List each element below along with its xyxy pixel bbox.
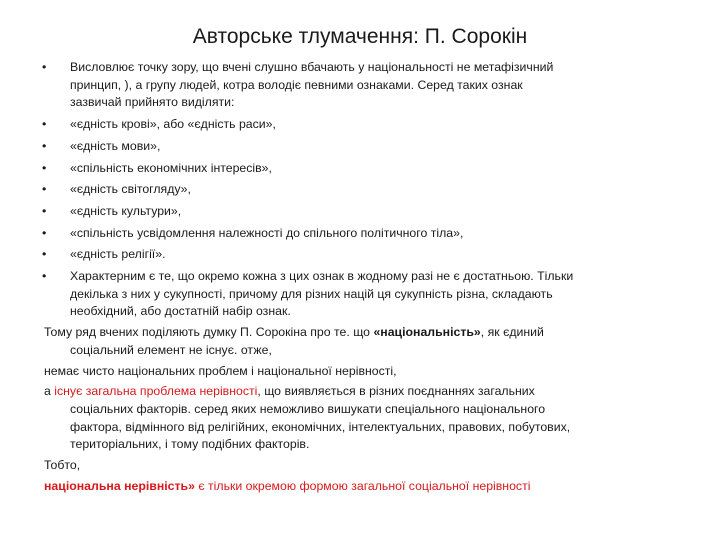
slide-body <box>0 59 720 495</box>
paragraph-thus: Тобто, <box>44 458 81 473</box>
emphasis-nationality: «національність» <box>373 325 481 340</box>
bullet-icon: • <box>42 269 47 284</box>
bullet-line: «єдність релігії». <box>70 247 166 262</box>
paragraph-inequality <box>0 383 720 454</box>
paragraph-sorokin-view <box>0 324 720 359</box>
bullet-line: «єдність крові», або «єдність раси», <box>70 117 276 132</box>
paragraph-text: Тому ряд вчених поділяють думку П. Сорокіна про те. що <box>44 325 374 340</box>
paragraph-text: , що виявляється в різних поєднаннях загальних <box>257 384 535 399</box>
bullet-icon: • <box>42 182 47 197</box>
bullet-item <box>0 160 720 178</box>
slide-title: Авторське тлумачення: П. Сорокін <box>192 25 528 48</box>
paragraph-conclusion <box>0 478 720 496</box>
conclusion-text: є тільки окремою формою загальної соціальної нерівності <box>194 478 531 493</box>
paragraph-continuation: територіальних, і тому подібних факторів. <box>70 437 310 452</box>
bullet-line: «єдність культури», <box>70 203 182 218</box>
bullet-item <box>0 268 720 321</box>
bullet-item <box>0 59 720 112</box>
emphasis-national-inequality: національна нерівність» <box>44 478 195 493</box>
paragraph-text: а <box>44 384 55 399</box>
paragraph-continuation: соціальний елемент не існує. отже, <box>70 342 272 357</box>
bullet-icon: • <box>42 138 47 153</box>
bullet-line: Висловлює точку зору, що вчені слушно вбачають у національності не метафізичний <box>70 60 554 74</box>
bullet-item <box>0 225 720 243</box>
paragraph-continuation: соціальних факторів. серед яких неможливо вишукати спеціального національного <box>70 401 546 416</box>
bullet-line: «єдність світогляду», <box>70 182 191 197</box>
bullet-icon: • <box>42 247 47 262</box>
bullet-item <box>0 181 720 199</box>
emphasis-general-inequality: існує загальна проблема нерівності <box>54 384 258 399</box>
bullet-line: принцип, ), а групу людей, котра володіє певними ознаками. Серед таких ознак <box>70 77 523 92</box>
paragraph-text: , як єдиний <box>480 325 544 340</box>
bullet-line: «єдність мови», <box>70 138 161 153</box>
bullet-line: Характерним є те, що окремо кожна з цих ознак в жодному разі не є достатньою. Тільки <box>70 269 574 284</box>
bullet-item <box>0 138 720 156</box>
bullet-line: необхідний, або достатній набір ознак. <box>70 304 291 319</box>
bullet-line: зазвичай прийнято виділяти: <box>70 95 235 110</box>
bullet-line: «спільність економічних інтересів», <box>70 160 272 175</box>
bullet-icon: • <box>42 225 47 240</box>
bullet-icon: • <box>42 117 47 132</box>
paragraph-no-national-problems: немає чисто національних проблем і національної нерівності, <box>44 363 397 378</box>
bullet-item <box>0 246 720 264</box>
bullet-icon: • <box>42 203 47 218</box>
bullet-line: декілька з них у сукупності, причому для різних націй ця сукупність різна, складають <box>70 286 553 301</box>
bullet-icon: • <box>42 60 47 74</box>
paragraph-continuation: фактора, відмінного від релігійних, економічних, інтелектуальних, правових, побутових, <box>70 419 571 434</box>
bullet-icon: • <box>42 160 47 175</box>
bullet-line: «спільність усвідомлення належності до спільного політичного тіла», <box>70 225 464 240</box>
bullet-item <box>0 203 720 221</box>
bullet-item <box>0 116 720 134</box>
